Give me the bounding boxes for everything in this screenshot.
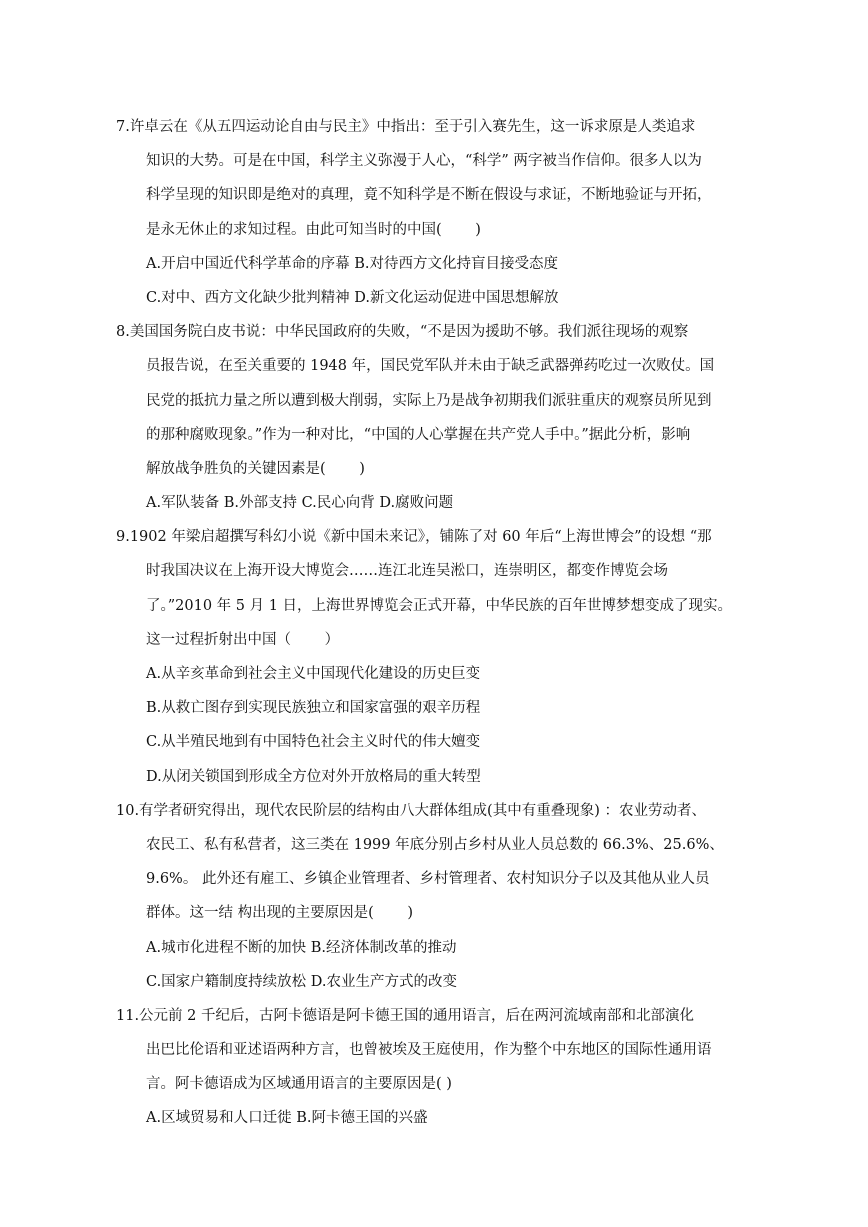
answer-option-c: C.从半殖民地到有中国特色社会主义时代的伟大嬗变: [146, 734, 481, 751]
answer-option-b: B.从救亡图存到实现民族独立和国家富强的艰辛历程: [146, 700, 481, 717]
question-stem-line: 农民工、私有私营者，这三类在 1999 年底分别占乡村从业人员总数的 66.3%、25.6%、: [146, 836, 724, 853]
question-stem-line: 出巴比伦语和亚述语两种方言，也曾被埃及王庭使用，作为整个中东地区的国际性通用语: [146, 1042, 712, 1059]
question-9: [116, 520, 768, 794]
answer-options: A.军队装备 B.外部支持 C.民心向背 D.腐败问题: [146, 495, 454, 512]
question-stem-line: 群体。这一结 构出现的主要原因是( ): [146, 905, 414, 922]
question-stem-line: 8.美国国务院白皮书说：中华民国政府的失败，“不是因为援助不够。我们派往现场的观察: [116, 324, 689, 341]
question-stem-line: 民党的抵抗力量之所以遭到极大削弱，实际上乃是战争初期我们派驻重庆的观察员所见到: [146, 392, 712, 409]
answer-option-a: A.从辛亥革命到社会主义中国现代化建设的历史巨变: [146, 666, 481, 682]
answer-options: A.区域贸易和人口迁徙 B.阿卡德王国的兴盛: [146, 1110, 428, 1127]
question-stem-line: 11.公元前 2 千纪后，古阿卡德语是阿卡德王国的通用语言，后在两河流域南部和北部演化: [116, 1007, 694, 1024]
answer-option-d: D.从闭关锁国到形成全方位对外开放格局的重大转型: [146, 768, 481, 785]
question-stem-line: 是永无休止的求知过程。由此可知当时的中国( ): [146, 221, 481, 238]
question-stem-line: 言。阿卡德语成为区域通用语言的主要原因是( ): [146, 1076, 452, 1093]
question-stem-line: 10.有学者研究得出，现代农民阶层的结构由八大群体组成(其中有重叠现象) ：农业劳动者、: [116, 802, 706, 819]
question-7: [116, 110, 768, 315]
question-10: [116, 794, 768, 999]
question-stem-line: 解放战争胜负的关键因素是( ): [146, 460, 365, 477]
question-stem-line: 7.许卓云在《从五四运动论自由与民主》中指出：至于引入赛先生，这一诉求原是人类追求: [116, 119, 696, 135]
question-stem-line: 了。”2010 年 5 月 1 日，上海世界博览会正式开幕，中华民族的百年世博梦想变成了现实。: [146, 597, 733, 614]
question-stem-line: 科学呈现的知识即是绝对的真理，竟不知科学是不断在假设与求证，不断地验证与开拓，: [146, 187, 712, 204]
question-stem-line: 9.6%。 此外还有雇工、乡镇企业管理者、乡村管理者、农村知识分子以及其他从业人员: [146, 871, 710, 888]
question-stem-line: 员报告说，在至关重要的 1948 年，国民党军队并未由于缺乏武器弹药吃过一次败仗。国: [146, 358, 715, 375]
answer-options: A.城市化进程不断的加快 B.经济体制改革的推动: [146, 939, 457, 956]
question-stem-line: 时我国决议在上海开设大博览会……连江北连吴淞口，连崇明区，都变作博览会场: [146, 563, 668, 580]
question-8: [116, 315, 768, 520]
question-stem-line: 9.1902 年梁启超撰写科幻小说《新中国未来记》，铺陈了对 60 年后“上海世博会”的设想 “那: [116, 529, 712, 546]
question-stem-line: 知识的大势。可是在中国，科学主义弥漫于人心，“科学” 两字被当作信仰。很多人以为: [146, 153, 702, 170]
answer-options: C.对中、西方文化缺少批判精神 D.新文化运动促进中国思想解放: [146, 289, 559, 306]
question-stem-line: 这一过程折射出中国（ ）: [146, 631, 340, 648]
answer-options: C.国家户籍制度持续放松 D.农业生产方式的改变: [146, 973, 458, 990]
question-stem-line: 的那种腐败现象。”作为一种对比，“中国的人心掌握在共产党人手中。”据此分析，影响: [146, 426, 691, 443]
answer-options: A.开启中国近代科学革命的序幕 B.对待西方文化持盲目接受态度: [146, 255, 558, 272]
question-11: [116, 999, 768, 1136]
